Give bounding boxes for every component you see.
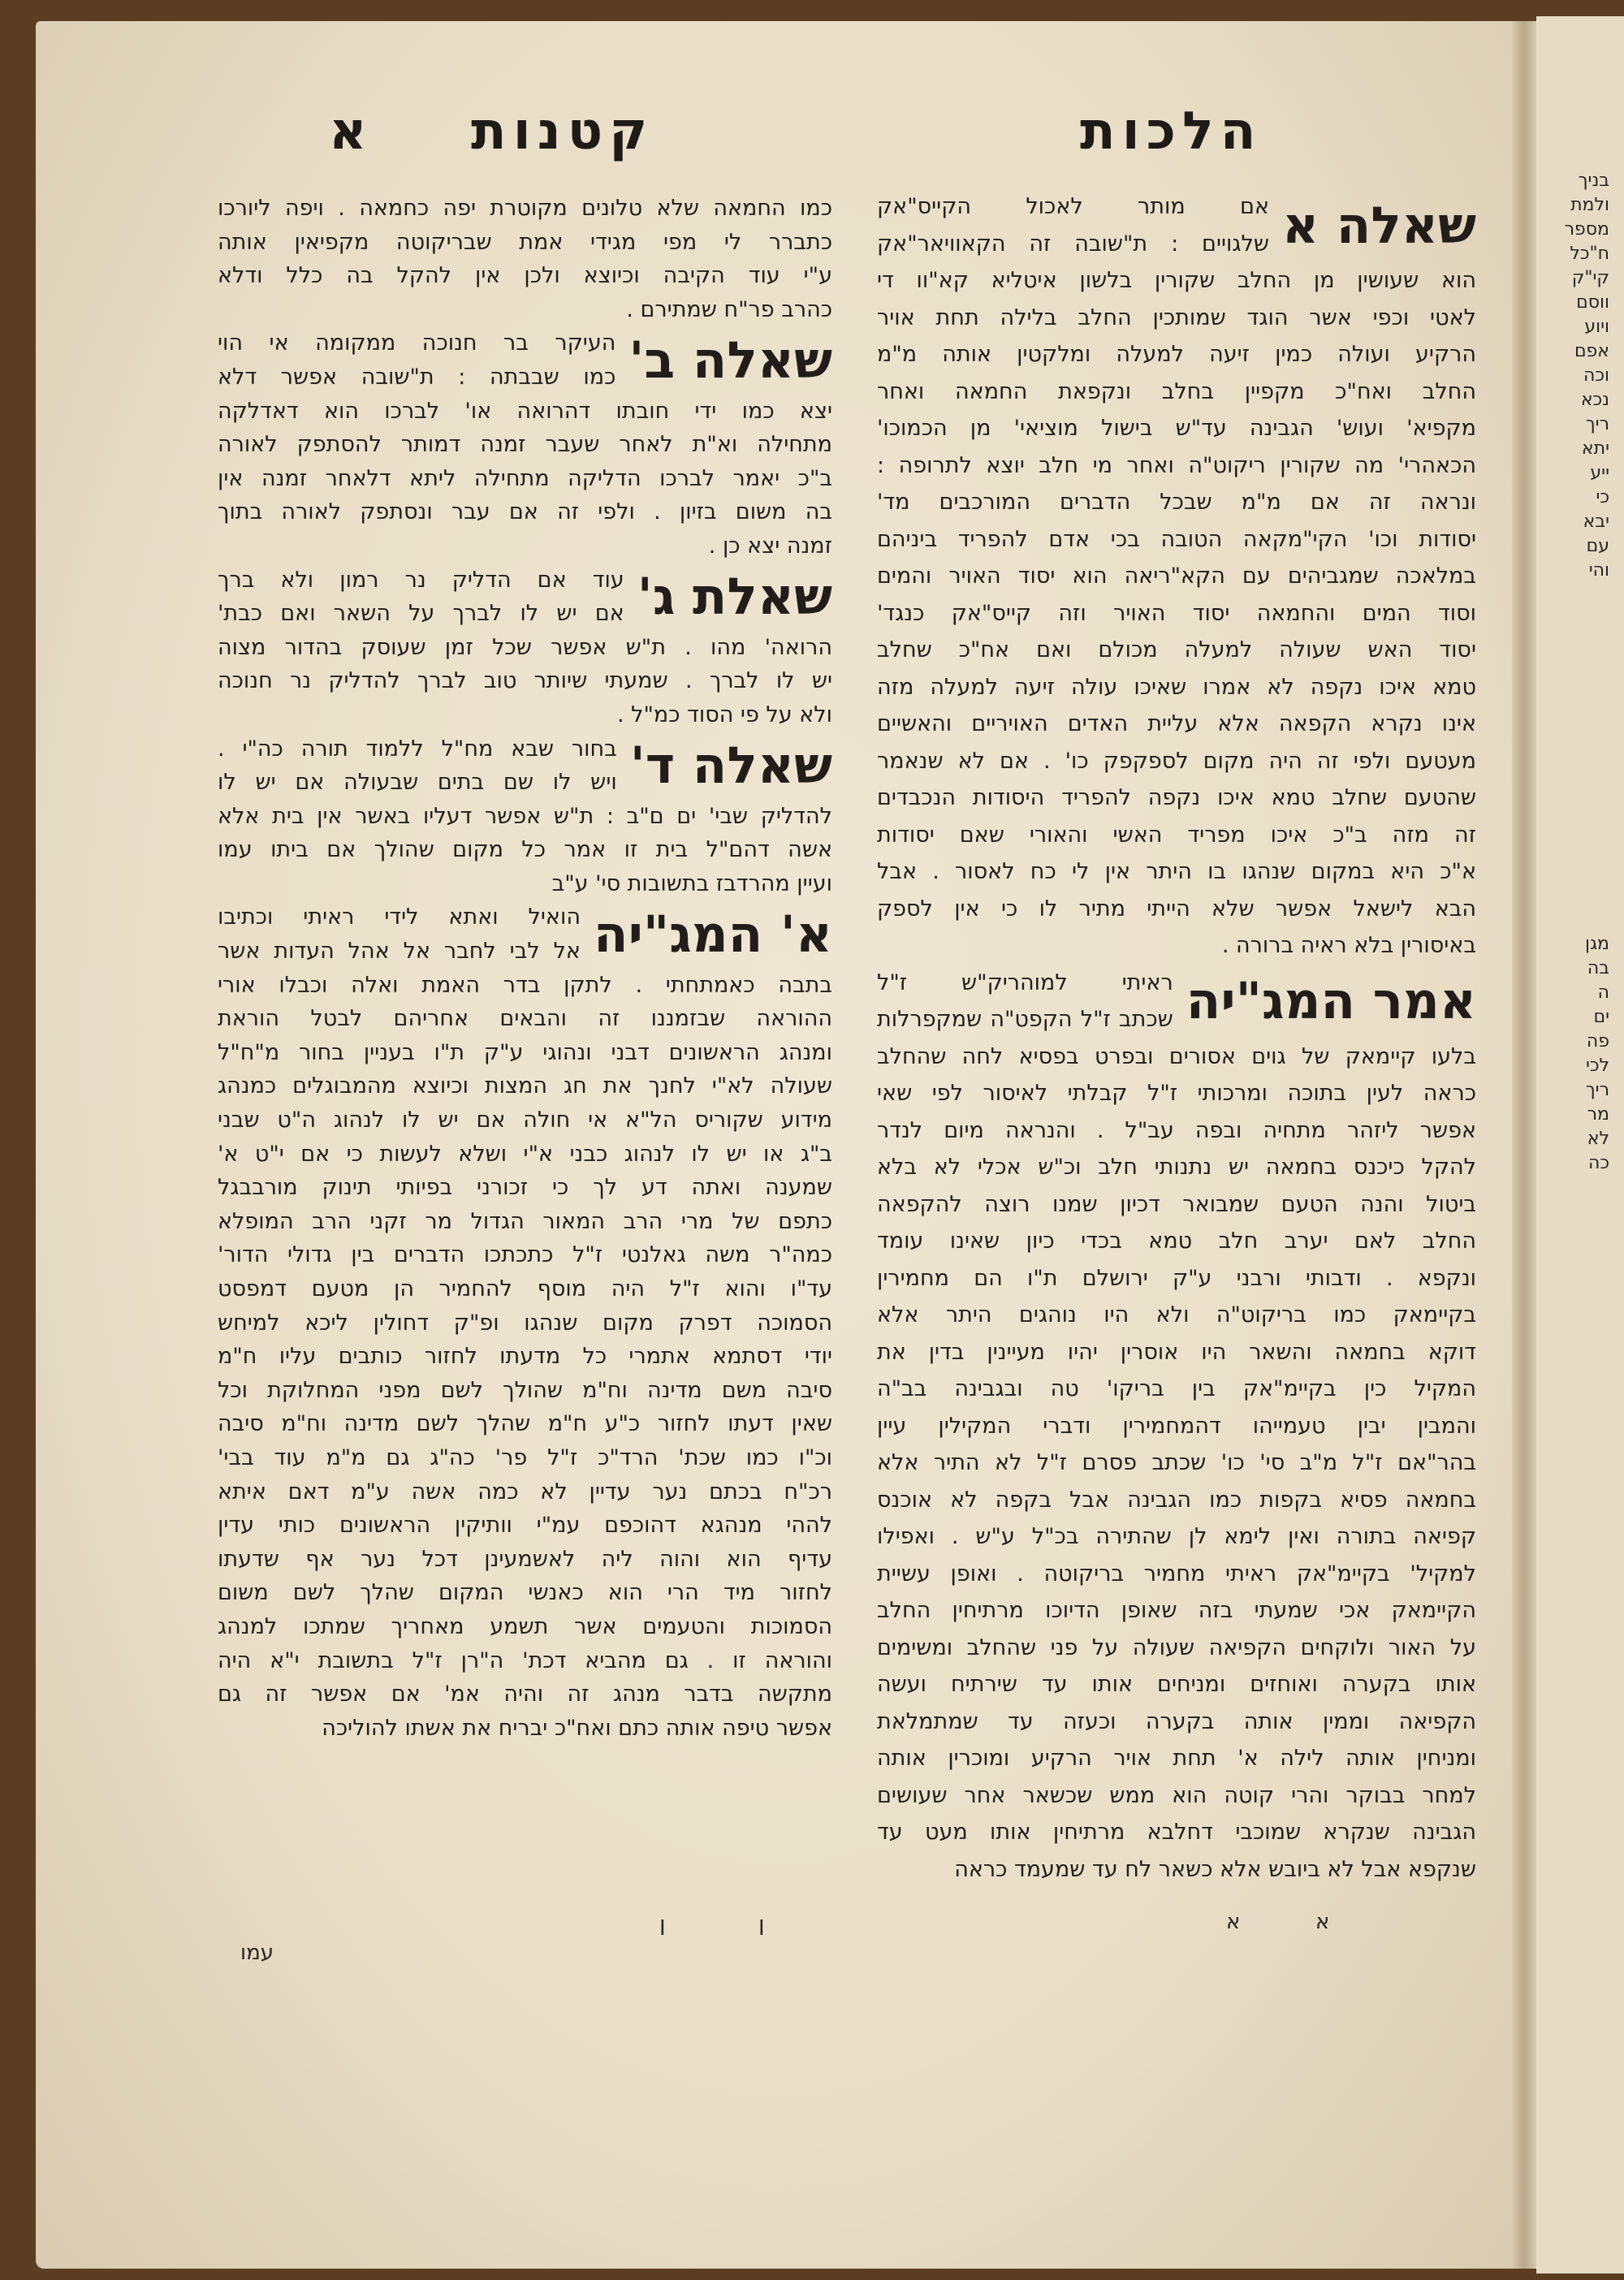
text-line: לחזור מיד הרי הוא כאנשי המקום שהלך לשם משום [218,1580,832,1606]
text-line: כתפם של מרי הרב המאור הגדול מר זקני הרב המופלא [218,1208,832,1234]
text-line: יסודות וכו' הקי"מקאה הטובה בכי אדם להפריד ביניהם [877,526,1476,552]
text-line: קפיאה בתורה ואין לימא לן שהתירה בכ"ל ע"ש . ואפילו [877,1524,1476,1549]
adjacent-page [1536,16,1624,2274]
adjacent-page-text: ולמת [1570,195,1609,215]
section-heading: שאלה ד' [629,736,832,796]
adjacent-page-text: ים [1593,1007,1609,1027]
adjacent-page-text: קי"ק [1571,268,1609,288]
catchword: עמו [240,1941,274,1965]
text-line: וסוד המים והחמאה יסוד האויר וזה קייס"אק כנגד' [877,600,1476,626]
text-line: בהר"אם ז"ל מ"ב סי' כו' שכתב פסרם ז"ל לא התיר אלא [877,1450,1476,1475]
text-line: אינו נקרא הקפאה אלא עליית האדים האויריים והאשיים [877,711,1476,736]
text-line: באיסורין בלא ראיה ברורה . [1221,933,1476,958]
text-line: שמענה ואתה דע לך כי זכורני בפיותי תינוק מורבבגל [218,1175,832,1201]
signature-mark: א [1315,1910,1330,1934]
text-line: בחמאה פסיא בקפות כמו הגבינה אבל בקפה לא אוכנס [877,1487,1476,1513]
adjacent-page-text: יתא [1581,438,1609,459]
text-line: מעטעם ולפי זה היה מקום לספקפק כו' . אם לא שנאמר [877,748,1476,774]
adjacent-page-text: נכא [1580,390,1609,410]
text-line: מתחילה וא"ת לאחר שעבר זמנה דמותר להסתפק לאורה [218,432,832,458]
text-line: ונראה זה אם מ"מ שבכל הדברים המורכבים מד' [877,490,1476,515]
text-line: ב"ג או יש לו לנהוג כבני א"י ושלא לעשות כי אם י"ט א' [218,1141,832,1167]
text-line: הואיל ואתא לידי ראיתי וכתיבו [218,905,581,931]
text-line: להקל כיכנס בחמאה יש נתנותי חלב וכ"ש אכלי לא בלא [877,1155,1476,1180]
section-heading: אמר המג"יה [1186,971,1476,1030]
text-line: ההוראה שבזמננו זה והבאים אחריהם לבטל הוראת [218,1006,832,1032]
text-line: ע"י עוד הקיבה וכיוצא ולכן אין להקל בה כלל ודלא [218,263,832,289]
text-line: עד"ו והוא ז"ל היה מוסף להחמיר הן מטעם דמפסט [218,1276,832,1302]
text-line: וכ"ו כמו שכת' הרד"כ ז"ל פר' כה"ג גם מ"מ עוד בבי' [218,1444,832,1470]
text-line: כמו החמאה שלא טלונים מקוטרת יפה כחמאה . ויפה ליורכו [218,196,832,221]
text-line: רכ"ח בכתם נער עדיין לא כמה אשה ע"מ דאם איתא [218,1479,832,1505]
text-line: אם יש לו לברך על השאר ואם כבת' [218,601,624,627]
adjacent-page-text: אפם [1574,341,1609,361]
adjacent-page-text: עם [1586,536,1609,556]
section-heading: א' המג"יה [593,905,832,965]
adjacent-page-text: ריך [1585,1080,1609,1100]
text-line: אפשר טיפה אותה כתם ואח"כ יבריח את אשתו להוליכה [322,1715,832,1741]
text-line: למחר בבוקר והרי קוטה הוא ממש שכשאר אחר שעושים [877,1782,1476,1808]
text-line: הסמוכה דפרק מקום שנהגו ופ"ק דחולין ליכא למיחש [218,1310,832,1336]
text-line: ומניחין אותה לילה א' תחת אויר הרקיע ומוכרין אותה [877,1746,1476,1771]
section-heading: שאלה ב' [628,330,832,390]
running-head-left: קטנות [471,101,654,162]
text-line: בקיימאק כמו בריקוט"ה ולא היו נוהגים היתר אלא [877,1302,1476,1328]
text-line: הוא שעושין מן החלב שקורין בלשון איטליא קא"וו די [877,268,1476,293]
section-heading-block [218,732,832,800]
text-line: לאטי וכפי אשר הוגד שמותכין החלב בלילה תחת אויר [877,304,1476,330]
adjacent-page-text: כה [1587,1153,1609,1173]
text-line: זה מזה ב"כ איכו מפריד האשי והאורי שאם יסודות [877,822,1476,848]
adjacent-page-text: ה [1597,982,1609,1003]
adjacent-page-text: ריך [1585,414,1609,434]
left-column [218,192,832,1745]
text-line: יצא כמו ידי חובתו דהרואה או' לברכו הוא דאדלקה [218,398,832,424]
adjacent-page-text: ח"כל [1570,244,1609,264]
running-head-right: הלכות [1080,101,1263,162]
text-line: שעולה לא"י לחנך את חג המצות וכיוצא מהמבוגלים כמנהג [218,1073,832,1099]
text-line: אותו בקערה ואוחזים ומניחים אותו עד שירתיח ועשה [877,1672,1476,1697]
signature-mark: I [659,1916,666,1941]
text-line: מתקשה בדבר מנהג זה והיה אמ' אם אפשר זה גם [218,1682,832,1708]
text-line: כמה"ר משה גאלנטי ז"ל כתכתכו הדברים בין גדולי הדור' [218,1242,832,1268]
text-line: ויש לו שם בתים שבעולה אם יש לו [218,770,617,796]
text-line: ונקפא . ודבותי ורבני ע"ק ירושלם ת"ו הם מחמירין [877,1265,1476,1291]
adjacent-page-text: לכי [1585,1056,1609,1076]
adjacent-page-text: ייע [1590,463,1609,483]
adjacent-page-text: בה [1587,958,1609,978]
text-line: עוד אם הדליק נר רמון ולא ברך [218,567,624,593]
text-line: הסמוכות והטעמים אשר תשמע מאחריך שמתכו למנהג [218,1613,832,1639]
text-line: לההי מנהגא דהוכפם עמ"י וותיקין הראשונים כותי עדין [218,1513,832,1539]
text-line: ביטול והנה הטעם שמבואר דכיון שמנו רוצה להקפאה [877,1191,1476,1217]
text-line: במלאכה שמגביהים עם הקא"ריאה הוא יסוד האויר והמים [877,564,1476,589]
text-line: יסוד האש שעולה למעלה מכולם ואם אח"כ שחלב [877,637,1476,663]
text-line: א"כ היא במקום שנהגו בו היתר אין לי כח לאסור . אבל [877,859,1476,884]
text-line: עדיף הוא והוה ליה לאשמעינן דכל נער אף שדעתו [218,1546,832,1572]
text-line: המקיל כין בקיימ"אק בין בריקו' טה ובגבינה בב"ה [877,1376,1476,1401]
text-line: דוקא בחמאה והשאר היו אוסרין יהיו מעיינין בדין את [877,1339,1476,1365]
text-line: הבא לישאל אפשר שלא הייתי מתיר לו כי אין לספק [877,896,1476,922]
text-line: הרואה' מהו . ת"ש אפשר שכל זמן שעוסק בהדור מצוה [218,634,832,660]
section-heading-block [877,188,1476,262]
section-heading-block [877,965,1476,1039]
text-line: והמבין יבין טעמייהו דהמחמירין ודברי המקילין עיין [877,1413,1476,1439]
text-line: יודי דסתמא אתמרי כל מדעתו לחזור כותבים עליו ח"מ [218,1344,832,1370]
text-line: זמנה יצא כן . [708,533,832,559]
text-line: והוראה זו . גם מהביא דכת' ה"רן ז"ל בתשובת י"א היה [218,1647,832,1673]
text-line: שלגויים : ת"שובה זה הקאוויאר"אק [877,231,1270,257]
text-line: סיבה משם מדינה וח"מ שהולך לשם מפני המחלוקת וכל [218,1377,832,1403]
adjacent-page-text: והי [1588,560,1609,581]
text-line: כמו שבבתה : ת"שובה אפשר דלא [218,364,616,390]
adjacent-page-text: מספר [1564,219,1609,240]
text-line: אם מותר לאכול הקייס"אק [877,194,1270,219]
signature-mark: I [758,1916,765,1941]
folio-number: א [329,101,374,162]
text-line: להדליק שבי' ים ם"ב : ת"ש אפשר דעליו באשר אין בית אלא [218,803,832,829]
text-line: הקיימאק אכי שמעתי בזה שאופן הדיוכו מרתיחין החלב [877,1598,1476,1623]
text-line: על האור ולוקחים הקפיאה שעולה על פני שהחלב ומשימים [877,1634,1476,1660]
adjacent-page-text: מגן [1584,934,1609,954]
text-line: אשה דהם"ל בית זו אמר כל מקום שהולך אם ביתו עמו [218,837,832,863]
text-line: שנקפא אבל לא ביובש אלא כשאר לח עד שמעמד כראה [954,1856,1476,1882]
right-column [877,188,1476,1888]
adjacent-page-text: יבא [1583,512,1609,532]
text-line: שכתב ז"ל הקפט"ה שמקפרלות [877,1007,1173,1032]
adjacent-page-text: ווסם [1576,292,1609,313]
text-line: שאין דעתו לחזור כ"ע ח"מ שהלך לשם מדינה וח"מ סיבה [218,1411,832,1437]
text-line: העיקר בר חנוכה ממקומה אי הוי [218,330,616,356]
text-line: בה משום בזיון . ולפי זה אם עבר ונסתפק לאורה בתוך [218,499,832,525]
text-line: הרקיע ועולה כמין זיעה למעלה ומלקטין אותה מ"מ [877,342,1476,367]
text-line: בלעו קיימאק של גוים אסורים ובפרט בפסיא לחה שהחלב [877,1043,1476,1069]
text-line: בתבה כאמתחתי . לתקן בדר האמת ואלה וכבלו אורי [218,972,832,998]
adjacent-page-text: מר [1587,1104,1609,1125]
text-line: מידוע שקוריס הל"א אי חולה אם יש לו לנהוג ה"ט שבני [218,1108,832,1134]
text-line: כהרב פר"ח שמתירם . [626,296,832,322]
text-line: שהטעם שחלב טמא איכו נקפה להפריד היסודות הנכבדים [877,785,1476,810]
text-line: למקיל' בקיימ"אק ראיתי מחמיר בריקוטה . ואופן עשיית [877,1561,1476,1587]
text-line: כראה לעין בתוכה ומרכותי ז"ל קבלתי לאיסור לפי שאי [877,1081,1476,1106]
adjacent-page-text: וכה [1583,365,1609,386]
text-line: יש לו לברך . שמעתי שיותר טוב לברך להדליק נר חנוכה [218,668,832,694]
text-line: ב"כ יאמר לברכו הדליקה מתחילה ליתא דלאחר זמנה אין [218,465,832,491]
section-heading-block [218,326,832,394]
text-line: בחור שבא מח"ל ללמוד תורה כה"י . [218,736,617,762]
text-line: ומנהג הראשונים דבני ונהוגי ע"ק ת"ו בעניין בחור מ"ח"ל [218,1039,832,1065]
text-line: אל לבי לחבר אל אהל העדות אשר [218,939,581,965]
section-heading: שאלה א [1282,195,1476,255]
text-line: הכאהרי' מה שקורין ריקוט"ה ואחר מי חלב יוצא לתרופה : [877,452,1476,478]
adjacent-page-text: לא [1587,1129,1609,1149]
text-line: טמא איכו נקפה לא אמרו שאיכו עולה זיעה למעלה מזה [877,674,1476,700]
adjacent-page-text: כי [1596,487,1609,507]
page-fold [1512,21,1536,2269]
adjacent-page-text: ויוע [1584,317,1609,337]
section-heading-block [218,900,832,968]
section-heading-block [218,564,832,631]
text-line: כתברר לי מפי מגידי אמת שבריקוטה מקפיאין אותה [218,229,832,255]
signature-mark: א [1226,1910,1241,1934]
section-heading: שאלת ג' [637,567,832,627]
text-line: ועיין מהרדבז בתשובות סי' ע"ב [551,870,832,896]
adjacent-page-text: בניך [1578,171,1609,191]
text-line: ולא על פי הסוד כמ"ל . [616,702,832,728]
text-line: מקפיא' ועוש' הגבינה עד"ש בישול מוציאי' מן הכמוכו' [877,416,1476,441]
text-line: הגבינה שנקרא שמוכבי דחלבא מרתיחין אותו מעט עד [877,1820,1476,1845]
text-line: החלב לאם יערב חלב טמא בכדי כיון שאינו עומד [877,1229,1476,1254]
text-line: הקפיאה וממין אותה בקערה וכעזה עד שמתמלאת [877,1708,1476,1734]
text-line: החלב ואח"כ מקפיין בחלב ונקפאת החמאה ואחר [877,378,1476,404]
text-line: אפשר ליזהר מתחיה ובפה עב"ל . והנראה מיום לנדר [877,1117,1476,1143]
adjacent-page-text: פה [1586,1031,1609,1051]
text-line: ראיתי למוהריק"ש ז"ל [877,969,1173,995]
